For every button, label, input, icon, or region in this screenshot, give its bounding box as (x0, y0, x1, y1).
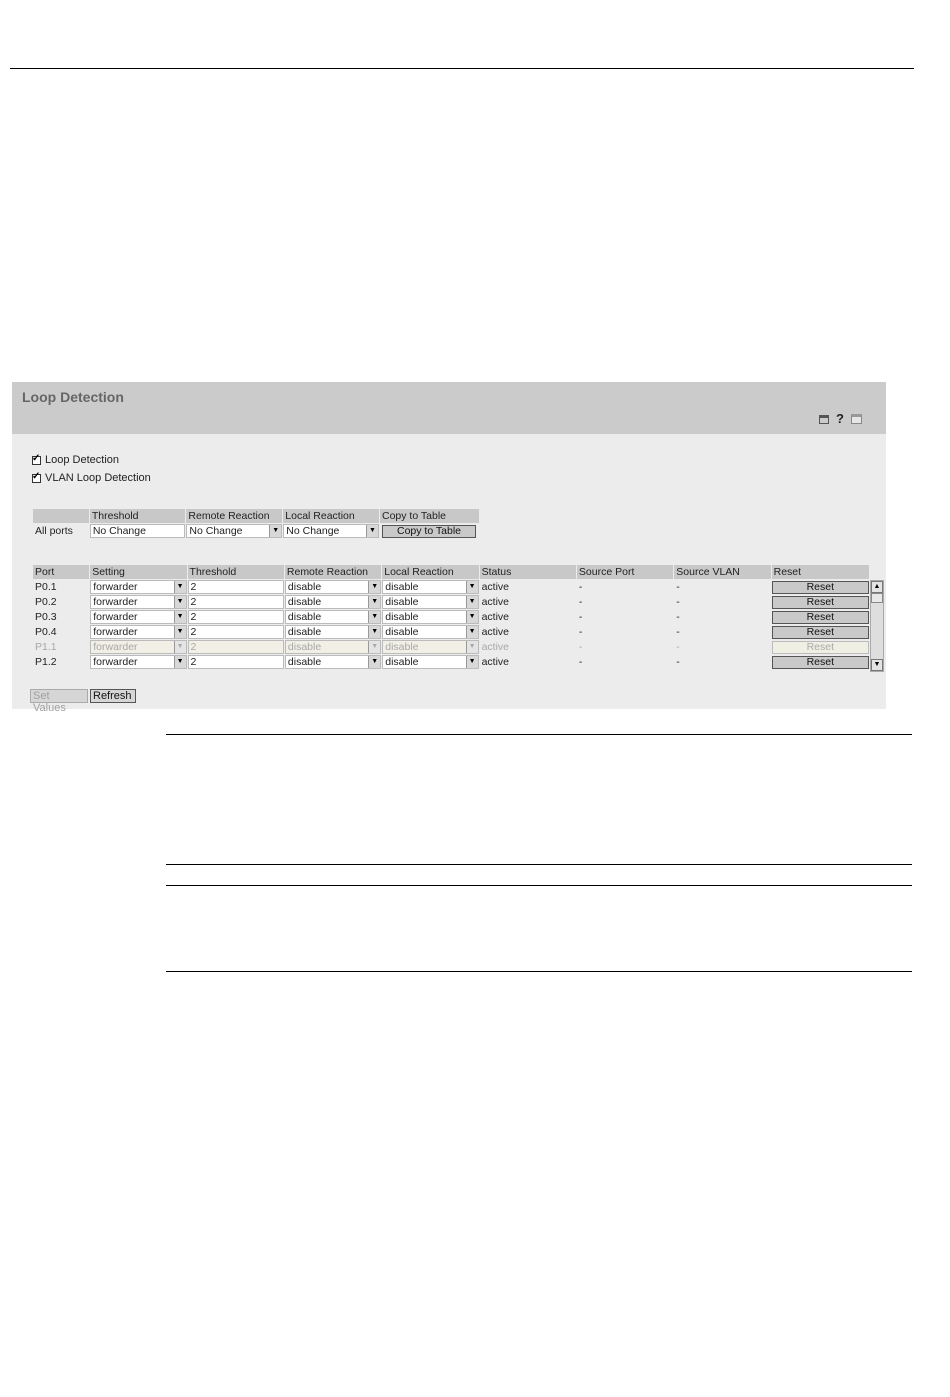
local-reaction-select[interactable] (382, 610, 478, 624)
local-reaction-select-value: disable (385, 581, 419, 593)
setting-select-cell (90, 595, 187, 610)
chevron-down-icon[interactable]: ▼ (368, 581, 380, 593)
page-top-rule (10, 68, 914, 69)
all-ports-local-select[interactable] (283, 524, 379, 538)
setting-select-value: forwarder (93, 656, 138, 668)
source-port-cell: - (576, 580, 673, 595)
setting-select-cell (90, 580, 187, 595)
setting-select-value: forwarder (93, 626, 138, 638)
local-reaction-select-cell (382, 655, 479, 670)
local-reaction-select-cell (382, 595, 479, 610)
reset-button[interactable]: Reset (772, 611, 869, 624)
remote-reaction-select-value: disable (287, 641, 322, 653)
remote-reaction-select-value: disable (287, 596, 322, 608)
threshold-input-value: 2 (190, 611, 197, 623)
all-ports-local-value: No Change (286, 525, 340, 537)
all-ports-header-threshold: Threshold (89, 509, 186, 524)
reset-cell (771, 595, 869, 610)
chevron-down-icon[interactable]: ▼ (466, 611, 478, 623)
setting-select[interactable] (90, 610, 186, 624)
chevron-down-icon[interactable]: ▼ (368, 641, 380, 653)
table-row (33, 595, 870, 610)
setting-select[interactable] (90, 595, 186, 609)
remote-reaction-select-value: disable (287, 611, 322, 623)
chevron-down-icon[interactable]: ▼ (368, 596, 380, 608)
scroll-up-icon[interactable]: ▲ (871, 581, 883, 593)
local-reaction-select-cell (382, 625, 479, 640)
remote-reaction-select-cell (284, 625, 381, 640)
status-cell: active (479, 610, 576, 625)
table-scrollbar[interactable] (870, 580, 884, 672)
source-port-cell: - (576, 640, 673, 655)
table-row (33, 610, 870, 625)
window-icon[interactable] (819, 415, 829, 424)
all-ports-remote-select[interactable] (186, 524, 282, 538)
doc-rule (166, 734, 912, 735)
all-ports-table (32, 508, 480, 539)
doc-rule (166, 885, 912, 886)
local-reaction-select[interactable] (382, 580, 478, 594)
threshold-input-cell (187, 580, 284, 595)
col-header-remote-reaction: Remote Reaction (284, 565, 381, 580)
local-reaction-select[interactable] (382, 640, 478, 654)
loop-detection-option[interactable] (32, 454, 119, 466)
chevron-down-icon[interactable]: ▼ (466, 581, 478, 593)
help-icon[interactable]: ? (836, 411, 844, 426)
reset-button[interactable]: Reset (772, 596, 869, 609)
col-header-status: Status (479, 565, 576, 580)
setting-select-cell (90, 625, 187, 640)
setting-select[interactable] (90, 640, 186, 654)
chevron-down-icon[interactable]: ▼ (368, 626, 380, 638)
source-port-cell: - (576, 655, 673, 670)
ports-table (32, 564, 870, 670)
threshold-input-value: 2 (190, 596, 197, 608)
remote-reaction-select[interactable] (285, 610, 381, 624)
doc-rule (166, 971, 912, 972)
remote-reaction-select[interactable] (285, 640, 381, 654)
port-cell: P0.1 (33, 580, 90, 595)
table-row (33, 655, 870, 670)
remote-reaction-select-cell (284, 580, 381, 595)
threshold-input[interactable] (188, 640, 284, 654)
vlan-loop-detection-label: VLAN Loop Detection (45, 472, 151, 484)
remote-reaction-select-cell (284, 655, 381, 670)
threshold-input-value: 2 (190, 581, 197, 593)
threshold-input[interactable] (188, 610, 284, 624)
threshold-input-cell (187, 640, 284, 655)
remote-reaction-select-cell (284, 640, 381, 655)
chevron-down-icon[interactable]: ▼ (174, 581, 186, 593)
refresh-button[interactable]: Refresh (90, 689, 136, 703)
status-cell: active (479, 655, 576, 670)
all-ports-header-remote: Remote Reaction (186, 509, 283, 524)
chevron-down-icon[interactable]: ▼ (466, 656, 478, 668)
remote-reaction-select[interactable] (285, 655, 381, 669)
reset-button[interactable]: Reset (772, 581, 869, 594)
setting-select[interactable] (90, 655, 186, 669)
source-vlan-cell: - (674, 595, 771, 610)
all-ports-threshold-value: No Change (92, 525, 146, 537)
reset-button[interactable]: Reset (772, 641, 869, 654)
status-cell: active (479, 595, 576, 610)
scroll-thumb[interactable] (871, 593, 883, 603)
reset-cell (771, 610, 869, 625)
reset-cell (771, 580, 869, 595)
chevron-down-icon[interactable]: ▼ (174, 656, 186, 668)
source-vlan-cell: - (674, 655, 771, 670)
chevron-down-icon[interactable]: ▼ (174, 641, 186, 653)
source-vlan-cell: - (674, 640, 771, 655)
local-reaction-select-cell (382, 580, 479, 595)
col-header-setting: Setting (90, 565, 187, 580)
threshold-input-cell (187, 655, 284, 670)
port-cell: P1.1 (33, 640, 90, 655)
remote-reaction-select-value: disable (287, 626, 322, 638)
loop-detection-label: Loop Detection (45, 454, 119, 466)
local-reaction-select-value: disable (385, 641, 419, 653)
chevron-down-icon[interactable]: ▼ (269, 525, 281, 537)
chevron-down-icon[interactable]: ▼ (174, 626, 186, 638)
local-reaction-select-cell (382, 640, 479, 655)
col-header-threshold: Threshold (187, 565, 284, 580)
all-ports-remote-value: No Change (189, 525, 243, 537)
table-clip (32, 670, 872, 676)
vlan-loop-detection-checkbox[interactable] (32, 474, 41, 483)
all-ports-label: All ports (33, 524, 90, 539)
source-port-cell: - (576, 595, 673, 610)
setting-select-cell (90, 610, 187, 625)
local-reaction-select-cell (382, 610, 479, 625)
source-vlan-cell: - (674, 625, 771, 640)
col-header-source-port: Source Port (576, 565, 673, 580)
threshold-input-value: 2 (190, 641, 197, 653)
remote-reaction-select-value: disable (287, 581, 322, 593)
reset-cell (771, 640, 869, 655)
local-reaction-select-value: disable (385, 611, 419, 623)
local-reaction-select[interactable] (382, 625, 478, 639)
setting-select-cell (90, 640, 187, 655)
setting-select-value: forwarder (93, 641, 138, 653)
status-cell: active (479, 640, 576, 655)
setting-select[interactable] (90, 625, 186, 639)
remote-reaction-select-cell (284, 595, 381, 610)
setting-select-value: forwarder (93, 596, 138, 608)
status-cell: active (479, 625, 576, 640)
col-header-source-vlan: Source VLAN (674, 565, 771, 580)
panel-header (12, 382, 886, 434)
scroll-down-icon[interactable]: ▼ (871, 659, 883, 671)
source-vlan-cell: - (674, 580, 771, 595)
threshold-input[interactable] (188, 580, 284, 594)
threshold-input-cell (187, 610, 284, 625)
remote-reaction-select-cell (284, 610, 381, 625)
set-values-button[interactable]: Set Values (30, 689, 88, 703)
chevron-down-icon[interactable]: ▼ (368, 611, 380, 623)
header-icons (819, 413, 862, 425)
table-row (33, 580, 870, 595)
setting-select-value: forwarder (93, 611, 138, 623)
chevron-down-icon[interactable]: ▼ (368, 656, 380, 668)
copy-to-table-button[interactable]: Copy to Table (382, 525, 476, 538)
loop-detection-checkbox[interactable] (32, 456, 41, 465)
threshold-input[interactable] (188, 655, 284, 669)
local-reaction-select-value: disable (385, 626, 419, 638)
chevron-down-icon[interactable]: ▼ (174, 596, 186, 608)
port-cell: P0.3 (33, 610, 90, 625)
threshold-input-cell (187, 595, 284, 610)
all-ports-threshold-input[interactable] (90, 524, 186, 538)
col-header-reset: Reset (771, 565, 869, 580)
reset-button[interactable]: Reset (772, 656, 869, 669)
threshold-input-cell (187, 625, 284, 640)
table-row (33, 625, 870, 640)
port-cell: P1.2 (33, 655, 90, 670)
chevron-down-icon[interactable]: ▼ (466, 641, 478, 653)
all-ports-header-local: Local Reaction (283, 509, 380, 524)
chevron-down-icon[interactable]: ▼ (466, 596, 478, 608)
chevron-down-icon[interactable]: ▼ (466, 626, 478, 638)
reset-cell (771, 625, 869, 640)
remote-reaction-select[interactable] (285, 625, 381, 639)
status-cell: active (479, 580, 576, 595)
panel-title: Loop Detection (22, 389, 124, 405)
chevron-down-icon[interactable]: ▼ (366, 525, 378, 537)
remote-reaction-select[interactable] (285, 580, 381, 594)
vlan-loop-detection-option[interactable] (32, 472, 151, 484)
threshold-input-value: 2 (190, 626, 197, 638)
doc-rule (166, 864, 912, 865)
chevron-down-icon[interactable]: ▼ (174, 611, 186, 623)
reset-cell (771, 655, 869, 670)
threshold-input[interactable] (188, 625, 284, 639)
setting-select-value: forwarder (93, 581, 138, 593)
remote-reaction-select[interactable] (285, 595, 381, 609)
threshold-input[interactable] (188, 595, 284, 609)
col-header-local-reaction: Local Reaction (382, 565, 479, 580)
loop-detection-panel (12, 382, 886, 714)
print-icon[interactable] (851, 414, 862, 424)
col-header-port: Port (33, 565, 90, 580)
source-port-cell: - (576, 610, 673, 625)
table-row (33, 640, 870, 655)
remote-reaction-select-value: disable (287, 656, 322, 668)
source-vlan-cell: - (674, 610, 771, 625)
threshold-input-value: 2 (190, 656, 197, 668)
local-reaction-select-value: disable (385, 596, 419, 608)
source-port-cell: - (576, 625, 673, 640)
all-ports-header-blank (33, 509, 90, 524)
setting-select[interactable] (90, 580, 186, 594)
port-cell: P0.2 (33, 595, 90, 610)
local-reaction-select-value: disable (385, 656, 419, 668)
setting-select-cell (90, 655, 187, 670)
local-reaction-select[interactable] (382, 595, 478, 609)
port-cell: P0.4 (33, 625, 90, 640)
all-ports-header-copy: Copy to Table (380, 509, 480, 524)
reset-button[interactable]: Reset (772, 626, 869, 639)
local-reaction-select[interactable] (382, 655, 478, 669)
